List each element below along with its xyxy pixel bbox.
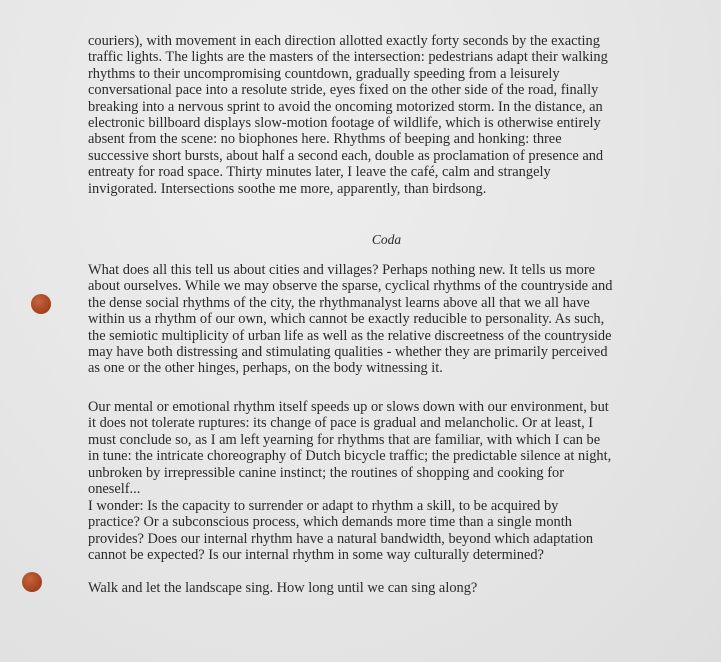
section-heading-coda: Coda xyxy=(371,232,402,247)
intro-paragraph: couriers), with movement in each direction allotted exactly forty seconds by the exacting traffic lights. The lights are the masters of the intersection: pedestrians adapt their walking rhythms to their uncompromising countdown, gradually speeding from a leisurely conversational pace into a resolute stride, eyes fixed on the other side of the road, finally breaking into a nervous sprint to avoid the oncoming motorized storm. In the distance, an electronic billboard displays slow-motion footage of wildlife, which is otherwise entirely absent from the scene: no biophones here. Rhythms of beeping and honking: three successive short bursts, about half a second each, double as proclamation of presence and entreaty for road space. Thirty minutes later, I leave the café, calm and strangely invigorated. Intersections soothe me more, apparently, than birdsong. xyxy=(88,33,608,197)
coda-paragraph-3: I wonder: Is the capacity to surrender or adapt to rhythm a skill, to be acquired by practice? Or a subconscious process, which demands more time than a single month provides? Does our internal rhythm have a natural bandwidth, beyond which adaptation cannot be expected? Is our internal rhythm in some way culturally determined? xyxy=(88,498,594,564)
closing-line: Walk and let the landscape sing. How long until we can sing along? xyxy=(88,580,478,596)
margin-marker-dot xyxy=(22,572,42,592)
coda-paragraph-2: Our mental or emotional rhythm itself speeds up or slows down with our environment, but it does not tolerate ruptures: its change of pace is gradual and melancholic. Or at least, I must conclude so, as I am left yearning for rhythms that are familiar, with which I can be in tune: the intricate choreography of Dutch bicycle traffic; the predictable silence at night, unbroken by irrepressible canine instinct; the routines of shopping and cooking for oneself... xyxy=(88,399,612,498)
coda-paragraph-1: What does all this tell us about cities and villages? Perhaps nothing new. It tells us more about ourselves. While we may observe the sparse, cyclical rhythms of the countryside and the dense social rhythms of the city, the rhythmanalyst learns above all that we all have within us a rhythm of our own, which cannot be exactly reducible to personality. As such, the semiotic multiplicity of urban life as well as the relative discreetness of the countryside may have both distressing and stimulating qualities - whether they are primarily perceived as one or the other hinges, perhaps, on the body witnessing it. xyxy=(88,262,613,377)
margin-marker-dot xyxy=(31,294,51,314)
